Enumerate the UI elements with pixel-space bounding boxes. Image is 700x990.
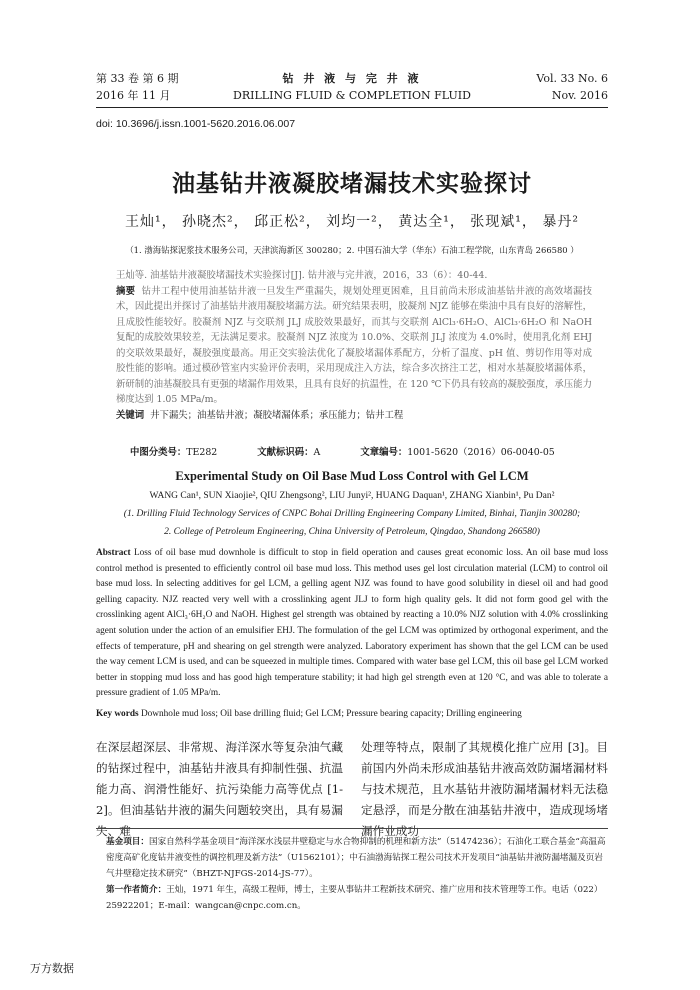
abstract-cn bbox=[116, 268, 592, 423]
footnote bbox=[106, 834, 608, 914]
fund-note bbox=[106, 834, 608, 882]
body-column-left: 在深层超深层、非常规、海洋深水等复杂油气藏的钻探过程中，油基钻井液具有抑制性强、抗温能力高、润滑性能好、抗污染能力高等优点 [1-2]。但油基钻井液的漏失问题较突出，具有易漏失、难 bbox=[96, 740, 343, 838]
authors-en: WANG Can¹, SUN Xiaojie², QIU Zhengsong², LIU Junyi², HUANG Daquan¹, ZHANG Xianbin¹, Pu Dan² bbox=[149, 491, 555, 501]
affiliation-cn: （1. 渤海钻探泥浆技术服务公司，天津滨海新区 300280；2. 中国石油大学（华东）石油工程学院，山东青岛 266580 ） bbox=[125, 245, 579, 255]
title-en: Experimental Study on Oil Base Mud Loss Control with Gel LCM bbox=[175, 469, 529, 483]
date-en: Nov. 2016 bbox=[551, 89, 608, 102]
abstract-en-label: Abstract bbox=[96, 548, 131, 558]
doi[interactable]: doi: 10.3696/j.issn.1001-5620.2016.06.007 bbox=[96, 118, 296, 130]
watermark: 万方数据 bbox=[30, 962, 74, 975]
title-cn: 油基钻井液凝胶堵漏技术实验探讨 bbox=[172, 171, 532, 197]
article-number: 文章编号：1001-5620（2016）06-0040-05 bbox=[360, 447, 555, 458]
author-note-label: 第一作者简介： bbox=[106, 885, 167, 895]
journal-name-cn: 钻 井 液 与 完 井 液 bbox=[282, 72, 422, 85]
author-note-text: 王灿，1971 年生，高级工程师，博士，主要从事钻井工程新技术研究、推广应用和技术管理等工作。电话（022）25922201；E-mail：wangcan@cnpc.com.cn。 bbox=[106, 885, 603, 911]
body-text bbox=[96, 737, 608, 842]
fund-label: 基金项目： bbox=[106, 837, 149, 847]
keywords-cn-label: 关键词 bbox=[116, 409, 145, 421]
header-rule bbox=[96, 107, 608, 108]
affiliation-en-1: (1. Drilling Fluid Technology Services of CNPC Bohai Drilling Engineering Company Limited, Binhai, Tianjin 300280; bbox=[123, 509, 581, 519]
footnote-rule bbox=[96, 828, 608, 829]
volume-en: Vol. 33 No. 6 bbox=[536, 72, 608, 85]
volume-cn: 第 33 卷 第 6 期 bbox=[96, 72, 179, 85]
classification-line bbox=[130, 444, 555, 458]
document-code: 文献标识码：A bbox=[257, 447, 321, 458]
authors-cn: 王灿¹， 孙晓杰²， 邱正松²， 刘均一²， 黄达全¹， 张现斌¹， 暴丹² bbox=[125, 214, 579, 230]
date-cn: 2016 年 11 月 bbox=[96, 89, 171, 102]
running-header bbox=[96, 70, 608, 106]
clc-number: 中图分类号：TE282 bbox=[130, 447, 218, 458]
author-note bbox=[106, 882, 608, 914]
keywords-cn bbox=[116, 408, 592, 424]
abstract-en-text: Loss of oil base mud downhole is difficult to stop in field operation and causes great economic loss. An oil base mud loss control method is presented to efficiently control oil base mud loss. This method uses gel lost circulation material (LCM) to control oil base mud loss. In selecting additives for gel LCM, a gelling agent NJZ was found to have good solubility in diesel oil and had good gelling capacity. NJZ reacted very well with a crosslinking agent JLJ to form high quality gels. It did not form good gel with the crosslinking agent AlCl₃·6H₂O and NaOH. Highest gel strength was obtained by reacting a 10.0% NJZ solution with 4.0% crosslinking agent solution under the action of an emulsifier EHJ. The formulation of the gel LCM was optimized by orthogonal experiment, and the effects of temperature, pH and shearing on gel strength were analyzed. Laboratory experiment has shown that the gel LCM can be used the way cement LCM is used, and can be squeezed in multiple times. Compared with water base gel LCM, this oil base gel LCM worked better in stopping mud loss and has good high temperature stability; it had high gel strength even at 120 °C, and was able to tolerate a pressure gradient of 1.05 MPa/m. bbox=[96, 548, 608, 699]
journal-name-en: DRILLING FLUID & COMPLETION FLUID bbox=[233, 89, 471, 102]
affiliation-en-2: 2. College of Petroleum Engineering, China University of Petroleum, Qingdao, Shandong 266580) bbox=[164, 527, 540, 537]
abstract-cn-body bbox=[116, 284, 592, 408]
citation-cn: 王灿等. 油基钻井液凝胶堵漏技术实验探讨[J]. 钻井液与完井液，2016，33（6）：40-44. bbox=[116, 270, 488, 281]
keywords-cn-text: 井下漏失；油基钻井液；凝胶堵漏体系；承压能力；钻井工程 bbox=[150, 409, 404, 421]
keywords-en-text: Downhole mud loss; Oil base drilling fluid; Gel LCM; Pressure bearing capacity; Drilling engineering bbox=[140, 709, 522, 719]
abstract-cn-text: 钻井工程中使用油基钻井液一旦发生严重漏失，规划处理更困难，且目前尚未形成油基钻井液的高效堵漏技术，因此提出并探讨了油基钻井液用凝胶堵漏方法。研究结果表明，胶凝剂 NJZ 能够在柴油中具有良好的溶解性，且成胶性能较好。胶凝剂 NJZ 与交联剂 JLJ 成胶效果最好，而其与交联剂 AlCl₃·6H₂O、AlCl₃·6H₂O 和 NaOH 复配的成胶效果较差，无法满足要求。胶凝剂 NJZ 浓度为 10.0%、交联剂 JLJ 浓度为 4.0%时，使用乳化剂 EHJ 的交联效果最好，凝胶强度最高。用正交实验法优化了凝胶堵漏体系配方，分析了温度、pH 值、剪切作用等对成胶性能的影响。通过模砂管室内实验评价表明，采用现成注入方法，综合多次挤注工艺，相对水基凝胶堵漏体系，新研制的油基凝胶具有更强的堵漏作用效果，且具有良好的抗温性，在 120 ℃下仍具有较高的凝胶强度，承压能力梯度达到 1.05 MPa/m。 bbox=[116, 285, 592, 405]
abstract-cn-label: 摘要 bbox=[116, 285, 136, 297]
keywords-en-label: Key words bbox=[96, 709, 139, 719]
keywords-en bbox=[96, 709, 608, 719]
body-column-right: 处理等特点，限制了其规模化推广应用 [3]。目前国内外尚未形成油基钻井液高效防漏堵漏材料与技术规范，且水基钻井液防漏堵漏材料无法稳定悬浮，而是分散在油基钻井液中，造成现场堵漏作业成功 bbox=[361, 740, 608, 838]
abstract-en bbox=[96, 546, 608, 702]
fund-text: 国家自然科学基金项目“海洋深水浅层井壁稳定与水合物抑制的机理和新方法”（51474236）；石油化工联合基金“高温高密度高矿化度钻井液变性的调控机理及新方法”（U1562101）；中石油渤海钻探工程公司技术开发项目“油基钻井液防漏堵漏及页岩气井壁稳定技术研究”（BHZT-NJFGS-2014-JS-77）。 bbox=[106, 837, 606, 879]
